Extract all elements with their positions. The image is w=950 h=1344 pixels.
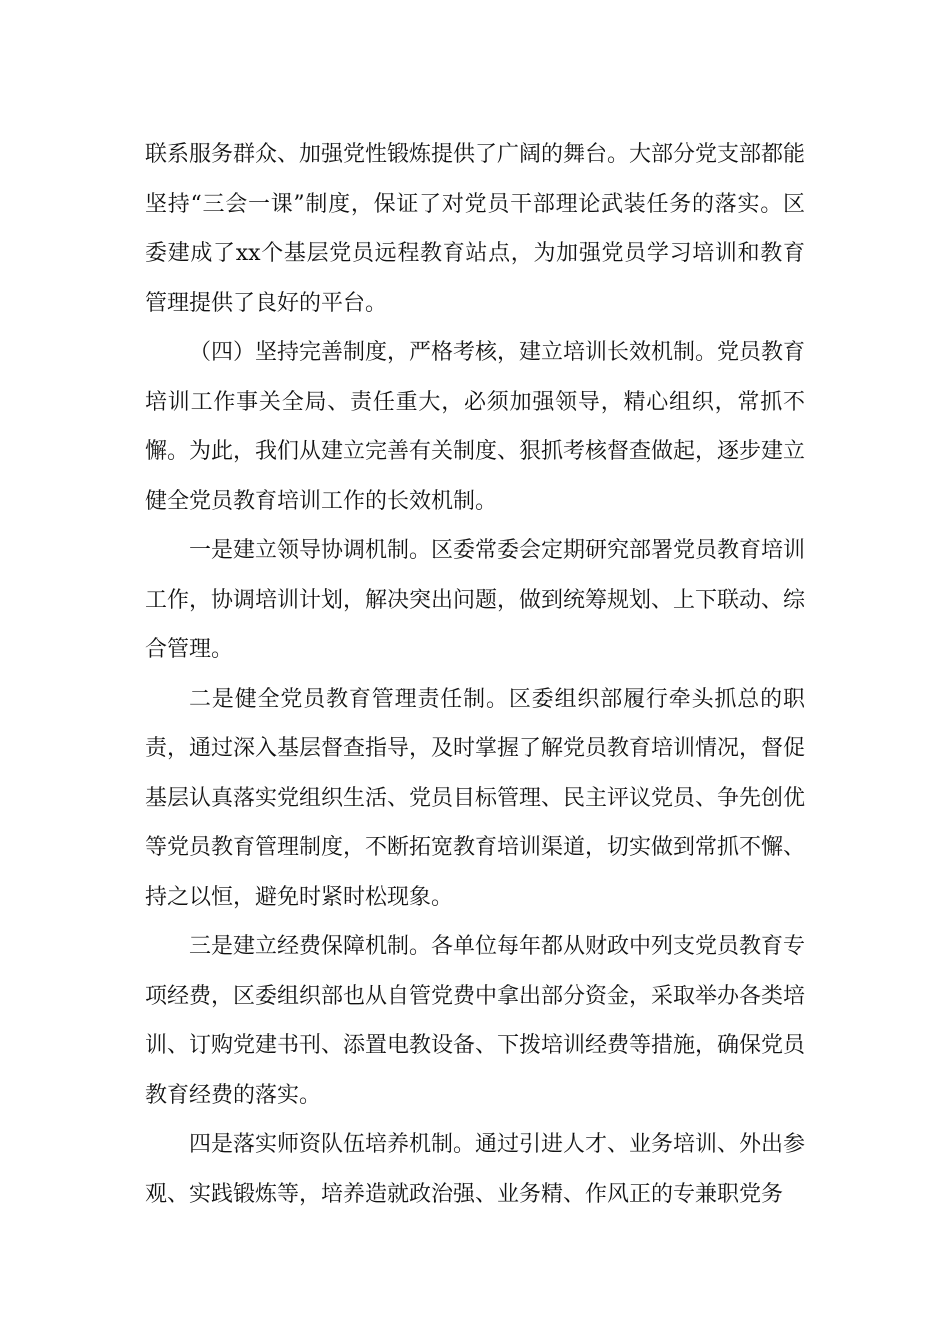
paragraph-item-one: 一是建立领导协调机制。区委常委会定期研究部署党员教育培训工作，协调培训计划，解决突出问题，做到统筹规划、上下联动、综合管理。	[145, 538, 806, 662]
paragraph-item-four: 四是落实师资队伍培养机制。通过引进人才、业务培训、外出参观、实践锻炼等，培养造就政治强、业务精、作风正的专兼职党务	[145, 1132, 806, 1207]
document-body	[145, 130, 805, 1219]
paragraph-section-four: （四）坚持完善制度，严格考核，建立培训长效机制。党员教育培训工作事关全局、责任重大，必须加强领导，精心组织，常抓不懈。为此，我们从建立完善有关制度、狠抓考核督查做起，逐步建立健全党员教育培训工作的长效机制。	[145, 340, 806, 514]
paragraph-item-three: 三是建立经费保障机制。各单位每年都从财政中列支党员教育专项经费，区委组织部也从自管党费中拿出部分资金，采取举办各类培训、订购党建书刊、添置电教设备、下拨培训经费等措施，确保党员教育经费的落实。	[145, 934, 806, 1108]
paragraph-item-two: 二是健全党员教育管理责任制。区委组织部履行牵头抓总的职责，通过深入基层督查指导，及时掌握了解党员教育培训情况，督促基层认真落实党组织生活、党员目标管理、民主评议党员、争先创优等党员教育管理制度，不断拓宽教育培训渠道，切实做到常抓不懈、持之以恒，避免时紧时松现象。	[145, 686, 806, 910]
paragraph-continuation: 联系服务群众、加强党性锻炼提供了广阔的舞台。大部分党支部都能坚持“三会一课”制度，保证了对党员干部理论武装任务的落实。区委建成了xx个基层党员远程教育站点，为加强党员学习培训和教育管理提供了良好的平台。	[145, 142, 806, 316]
